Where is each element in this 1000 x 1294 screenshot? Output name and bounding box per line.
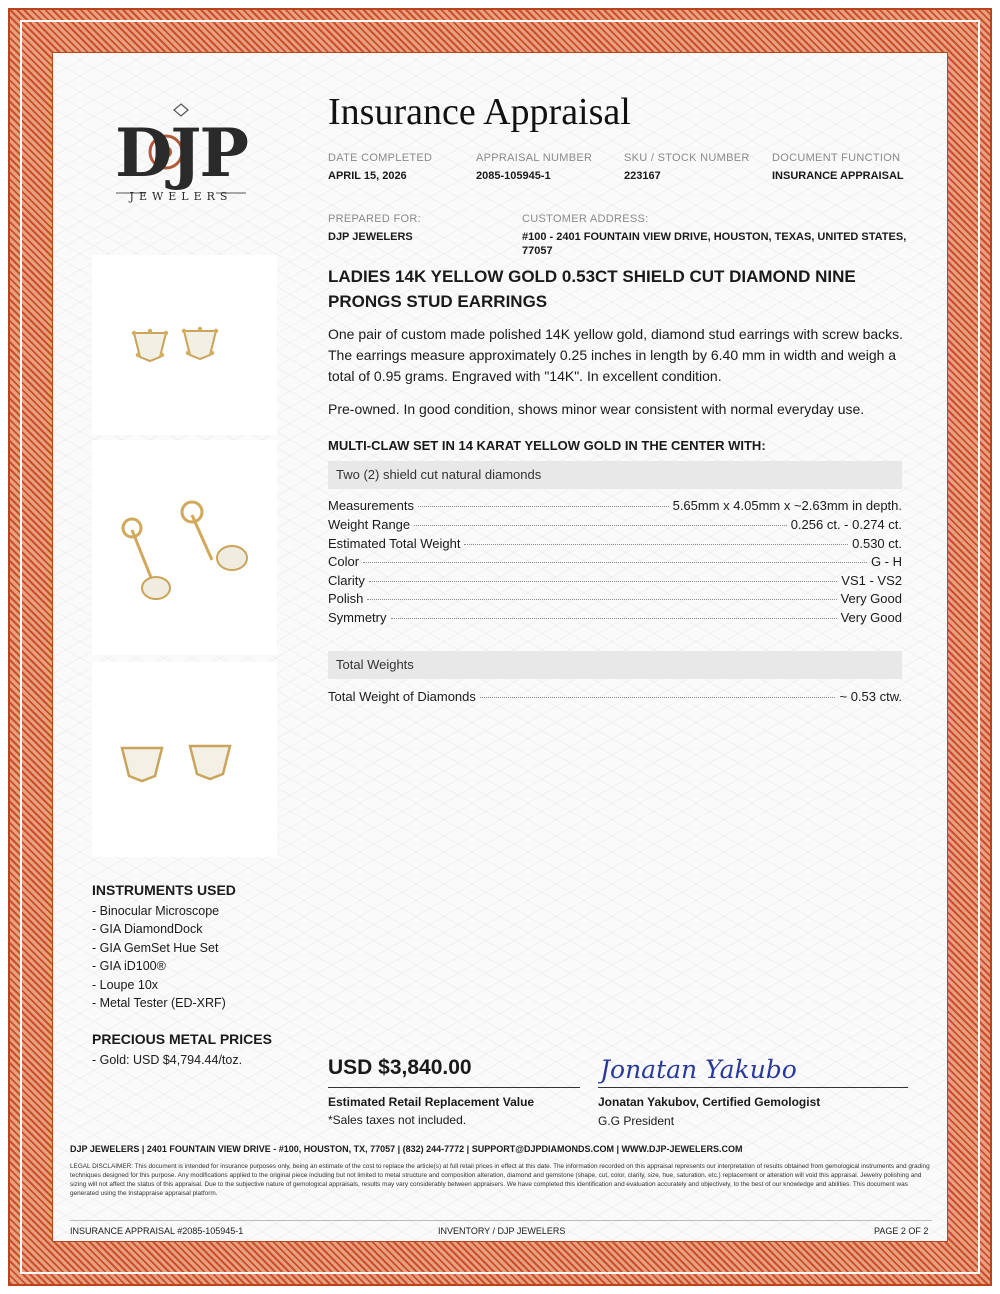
footer-inventory: INVENTORY / DJP JEWELERS [438,1226,566,1236]
document-title: Insurance Appraisal [328,91,631,133]
item-title-line2: PRONGS STUD EARRINGS [328,292,548,311]
item-title-line1: LADIES 14K YELLOW GOLD 0.53CT SHIELD CUT DIAMOND NINE [328,267,856,286]
instrument-item: - Binocular Microscope [92,904,220,918]
leader-dots [367,599,836,600]
customer-address-line2: 77057 [522,245,553,257]
document-function-value: INSURANCE APPRAISAL [772,170,904,182]
replacement-value-label: Estimated Retail Replacement Value [328,1095,535,1109]
date-completed-label: DATE COMPLETED [328,152,433,164]
prepared-for-label: PREPARED FOR: [328,213,421,225]
spec-value: 0.256 ct. - 0.274 ct. [790,517,902,532]
spec-row [328,517,902,535]
leader-dots [480,697,836,698]
footer-page-number: PAGE 2 OF 2 [874,1226,929,1236]
date-completed-value: APRIL 15, 2026 [328,170,407,182]
signature-script: Jonatan Yakubov [600,1055,798,1084]
sku-value: 223167 [624,170,661,182]
instrument-item: - GIA iD100® [92,959,166,973]
customer-address-line1: #100 - 2401 FOUNTAIN VIEW DRIVE, HOUSTON, TEXAS, UNITED STATES, [522,231,907,243]
spec-value: Very Good [840,610,902,625]
spec-value: Very Good [840,591,902,606]
item-title [328,264,888,314]
spec-row [328,536,902,554]
leader-dots [414,525,787,526]
spec-row [328,610,902,628]
price-rule [328,1087,580,1088]
item-condition: Pre-owned. In good condition, shows minor wear consistent with normal everyday use. [328,401,865,417]
spec-label: Color [328,554,360,569]
metal-prices-heading: PRECIOUS METAL PRICES [92,1031,272,1047]
total-weight-label: Total Weight of Diamonds [328,689,476,704]
earrings-side-photo [92,440,277,655]
stone-description-bar: Two (2) shield cut natural diamonds [328,461,902,489]
total-weight-value: ~ 0.53 ctw. [839,689,902,704]
logo-wordmark: DJP [114,114,248,192]
earrings-front-photo [92,255,277,435]
logo-subtitle: JEWELERS [129,190,233,203]
earrings-top-photo [92,662,277,857]
instrument-item: - Metal Tester (ED-XRF) [92,996,226,1010]
replacement-value: USD $3,840.00 [328,1056,472,1079]
leader-dots [464,544,848,545]
appraisal-number-label: APPRAISAL NUMBER [476,152,593,164]
djp-logo [106,100,256,212]
metal-price-item: - Gold: USD $4,794.44/toz. [92,1053,243,1067]
sku-label: SKU / STOCK NUMBER [624,152,750,164]
customer-address-label: CUSTOMER ADDRESS: [522,213,649,225]
total-weight-row [328,689,902,707]
spec-label: Measurements [328,498,414,513]
spec-label: Weight Range [328,517,411,532]
total-weights-bar: Total Weights [328,651,902,679]
footer-appraisal-ref: INSURANCE APPRAISAL #2085-105945-1 [70,1226,244,1236]
spec-label: Estimated Total Weight [328,536,461,551]
spec-row [328,554,902,572]
footer-contact: DJP JEWELERS | 2401 FOUNTAIN VIEW DRIVE - #100, HOUSTON, TX, 77057 | (832) 244-7772 | SUPPORT@DJPDIAMONDS.COM | WWW.DJP-JEWELERS.COM [70,1144,743,1154]
setting-heading: MULTI-CLAW SET IN 14 KARAT YELLOW GOLD IN THE CENTER WITH: [328,438,766,453]
document-function-label: DOCUMENT FUNCTION [772,152,901,164]
leader-dots [418,506,669,507]
instrument-item: - GIA GemSet Hue Set [92,941,219,955]
item-description: One pair of custom made polished 14K yellow gold, diamond stud earrings with screw backs. The earrings measure approximately 0.25 inches in length by 6.40 mm in width and weigh a total of 0.95 grams. Engraved with "14K". In excellent condition. [328,326,904,384]
spec-row [328,573,902,591]
spec-row [328,498,902,516]
spec-value: G - H [870,554,902,569]
prepared-for-value: DJP JEWELERS [328,231,413,243]
instrument-item: - GIA DiamondDock [92,922,203,936]
spec-label: Polish [328,591,364,606]
gemologist-signature [598,1044,798,1090]
spec-label: Symmetry [328,610,387,625]
spec-value: 0.530 ct. [852,536,902,551]
spec-value: 5.65mm x 4.05mm x ~2.63mm in depth. [672,498,902,513]
leader-dots [369,581,837,582]
appraisal-number-value: 2085-105945-1 [476,170,551,182]
spec-value: VS1 - VS2 [841,573,902,588]
leader-dots [363,562,867,563]
leader-dots [391,618,837,619]
signer-title: G.G President [598,1114,675,1128]
footer-rule [70,1220,932,1221]
spec-label: Clarity [328,573,365,588]
signer-name: Jonatan Yakubov, Certified Gemologist [598,1095,821,1109]
instruments-heading: INSTRUMENTS USED [92,882,236,898]
instrument-item: - Loupe 10x [92,978,159,992]
legal-disclaimer: LEGAL DISCLAIMER: This document is intended for insurance purposes only, being an estimate of the cost to replace the article(s) at full retail prices in effect at this date. The information recorded on this appraisal represents our interpretation of results obtained from gemological instruments and grading techniques designed for this purpose. Any modifications applied to the original piece including but not limited to metal structure and composition alteration, diamond and gemstone (shape, cut, color, clarity, size, hue, saturation, etc.) replacement or alteration will void this appraisal. Jewelry polishing and sizing will not affect the status of this appraisal. Due to the subjective nature of gemological appraisals, results may vary considerably between appraisers. We have completed this identification and evaluation accurately and objectively, to the best of our knowledge and abilities. This document was generated using the Instappraise appraisal platform. [70,1163,930,1197]
signature-rule [598,1087,908,1088]
spec-row [328,591,902,609]
tax-note: *Sales taxes not included. [328,1113,467,1127]
